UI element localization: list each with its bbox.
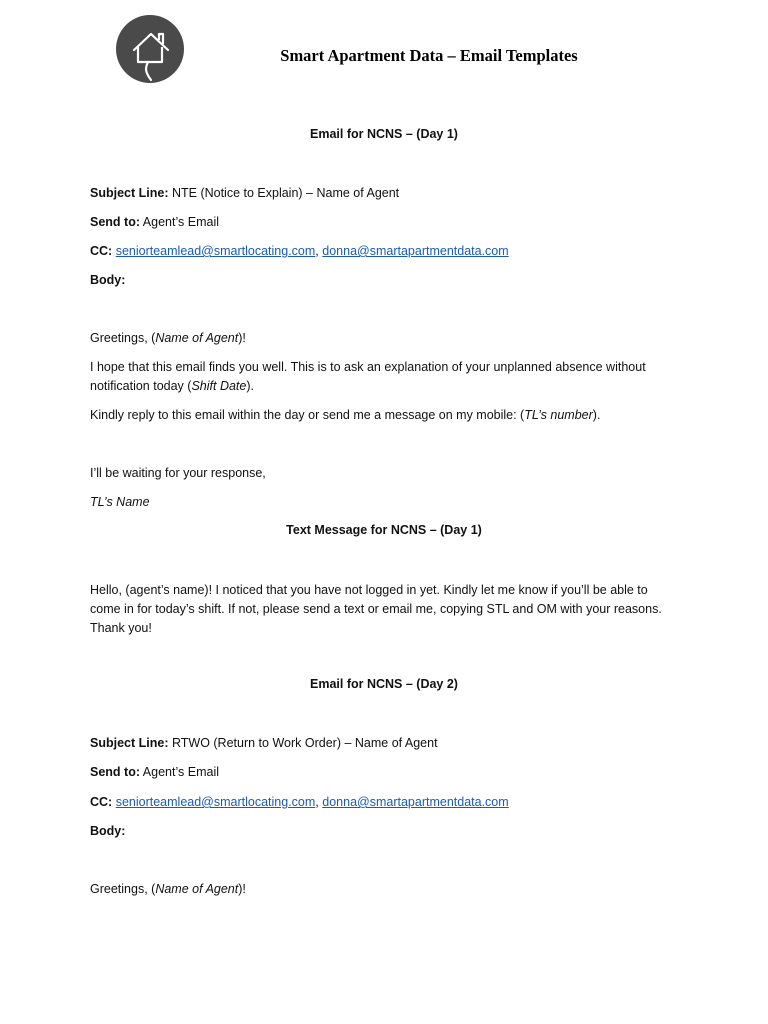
cc-email-link-donna[interactable]: donna@smartapartmentdata.com <box>322 244 509 258</box>
paragraph-text: I hope that this email finds you well. This is to ask an explanation of your unplanned absence without notification today ( <box>90 360 646 393</box>
subject-label: Subject Line: <box>90 736 169 750</box>
section-heading-email-day2: Email for NCNS – (Day 2) <box>310 677 458 691</box>
send-to-value: Agent’s Email <box>142 215 219 229</box>
send-to-label: Send to: <box>90 215 140 229</box>
tl-number-placeholder: TL’s number <box>524 408 593 422</box>
greeting-placeholder: Name of Agent <box>155 882 239 896</box>
greeting-text-end: )! <box>238 331 246 345</box>
body-paragraph-absence <box>90 358 675 396</box>
cc-separator: , <box>315 244 319 258</box>
cc-email-link-senior-team-lead[interactable]: seniorteamlead@smartlocating.com <box>115 244 316 258</box>
document-title: Smart Apartment Data – Email Templates <box>280 46 578 65</box>
subject-value: RTWO (Return to Work Order) – Name of Agent <box>171 736 438 750</box>
greeting-text: Greetings, ( <box>90 331 156 345</box>
subject-value: NTE (Notice to Explain) – Name of Agent <box>171 186 400 200</box>
section-heading-text-day1: Text Message for NCNS – (Day 1) <box>286 523 482 537</box>
cc-separator: , <box>315 795 319 809</box>
greeting-line-day2 <box>90 880 680 898</box>
subject-label: Subject Line: <box>90 186 169 200</box>
body-paragraph-reply <box>90 406 680 424</box>
greeting-line-day1 <box>90 329 680 347</box>
send-to-value: Agent’s Email <box>142 765 219 779</box>
subject-line-day2 <box>90 734 680 752</box>
body-label-day2: Body: <box>90 824 126 838</box>
greeting-text: Greetings, ( <box>90 882 156 896</box>
text-message-body: Hello, (agent’s name)! I noticed that you have not logged in yet. Kindly let me know if you’ll be able to come in for today’s shift. If not, please send a text or email me, copying STL and OM with your reasons. Thank you! <box>90 583 662 635</box>
send-to-line-day1 <box>90 213 680 231</box>
cc-label: CC: <box>90 795 113 809</box>
section-heading-email-day1: Email for NCNS – (Day 1) <box>310 127 458 141</box>
greeting-text-end: )! <box>238 882 246 896</box>
cc-email-link-senior-team-lead[interactable]: seniorteamlead@smartlocating.com <box>115 795 316 809</box>
shift-date-placeholder: Shift Date <box>191 379 247 393</box>
send-to-line-day2 <box>90 763 680 781</box>
paragraph-text-end: ). <box>592 408 601 422</box>
greeting-placeholder: Name of Agent <box>155 331 239 345</box>
cc-label: CC: <box>90 244 113 258</box>
signature-line <box>90 493 680 511</box>
cc-email-link-donna[interactable]: donna@smartapartmentdata.com <box>322 795 509 809</box>
closing-line: I’ll be waiting for your response, <box>90 466 266 480</box>
cc-line-day1 <box>90 242 680 260</box>
send-to-label: Send to: <box>90 765 140 779</box>
subject-line-day1 <box>90 184 680 202</box>
paragraph-text: Kindly reply to this email within the day or send me a message on my mobile: ( <box>90 408 525 422</box>
paragraph-text-end: ). <box>246 379 254 393</box>
house-icon <box>115 14 185 84</box>
signature-placeholder: TL’s Name <box>90 495 150 509</box>
cc-line-day2 <box>90 793 680 811</box>
body-label-day1: Body: <box>90 273 126 287</box>
